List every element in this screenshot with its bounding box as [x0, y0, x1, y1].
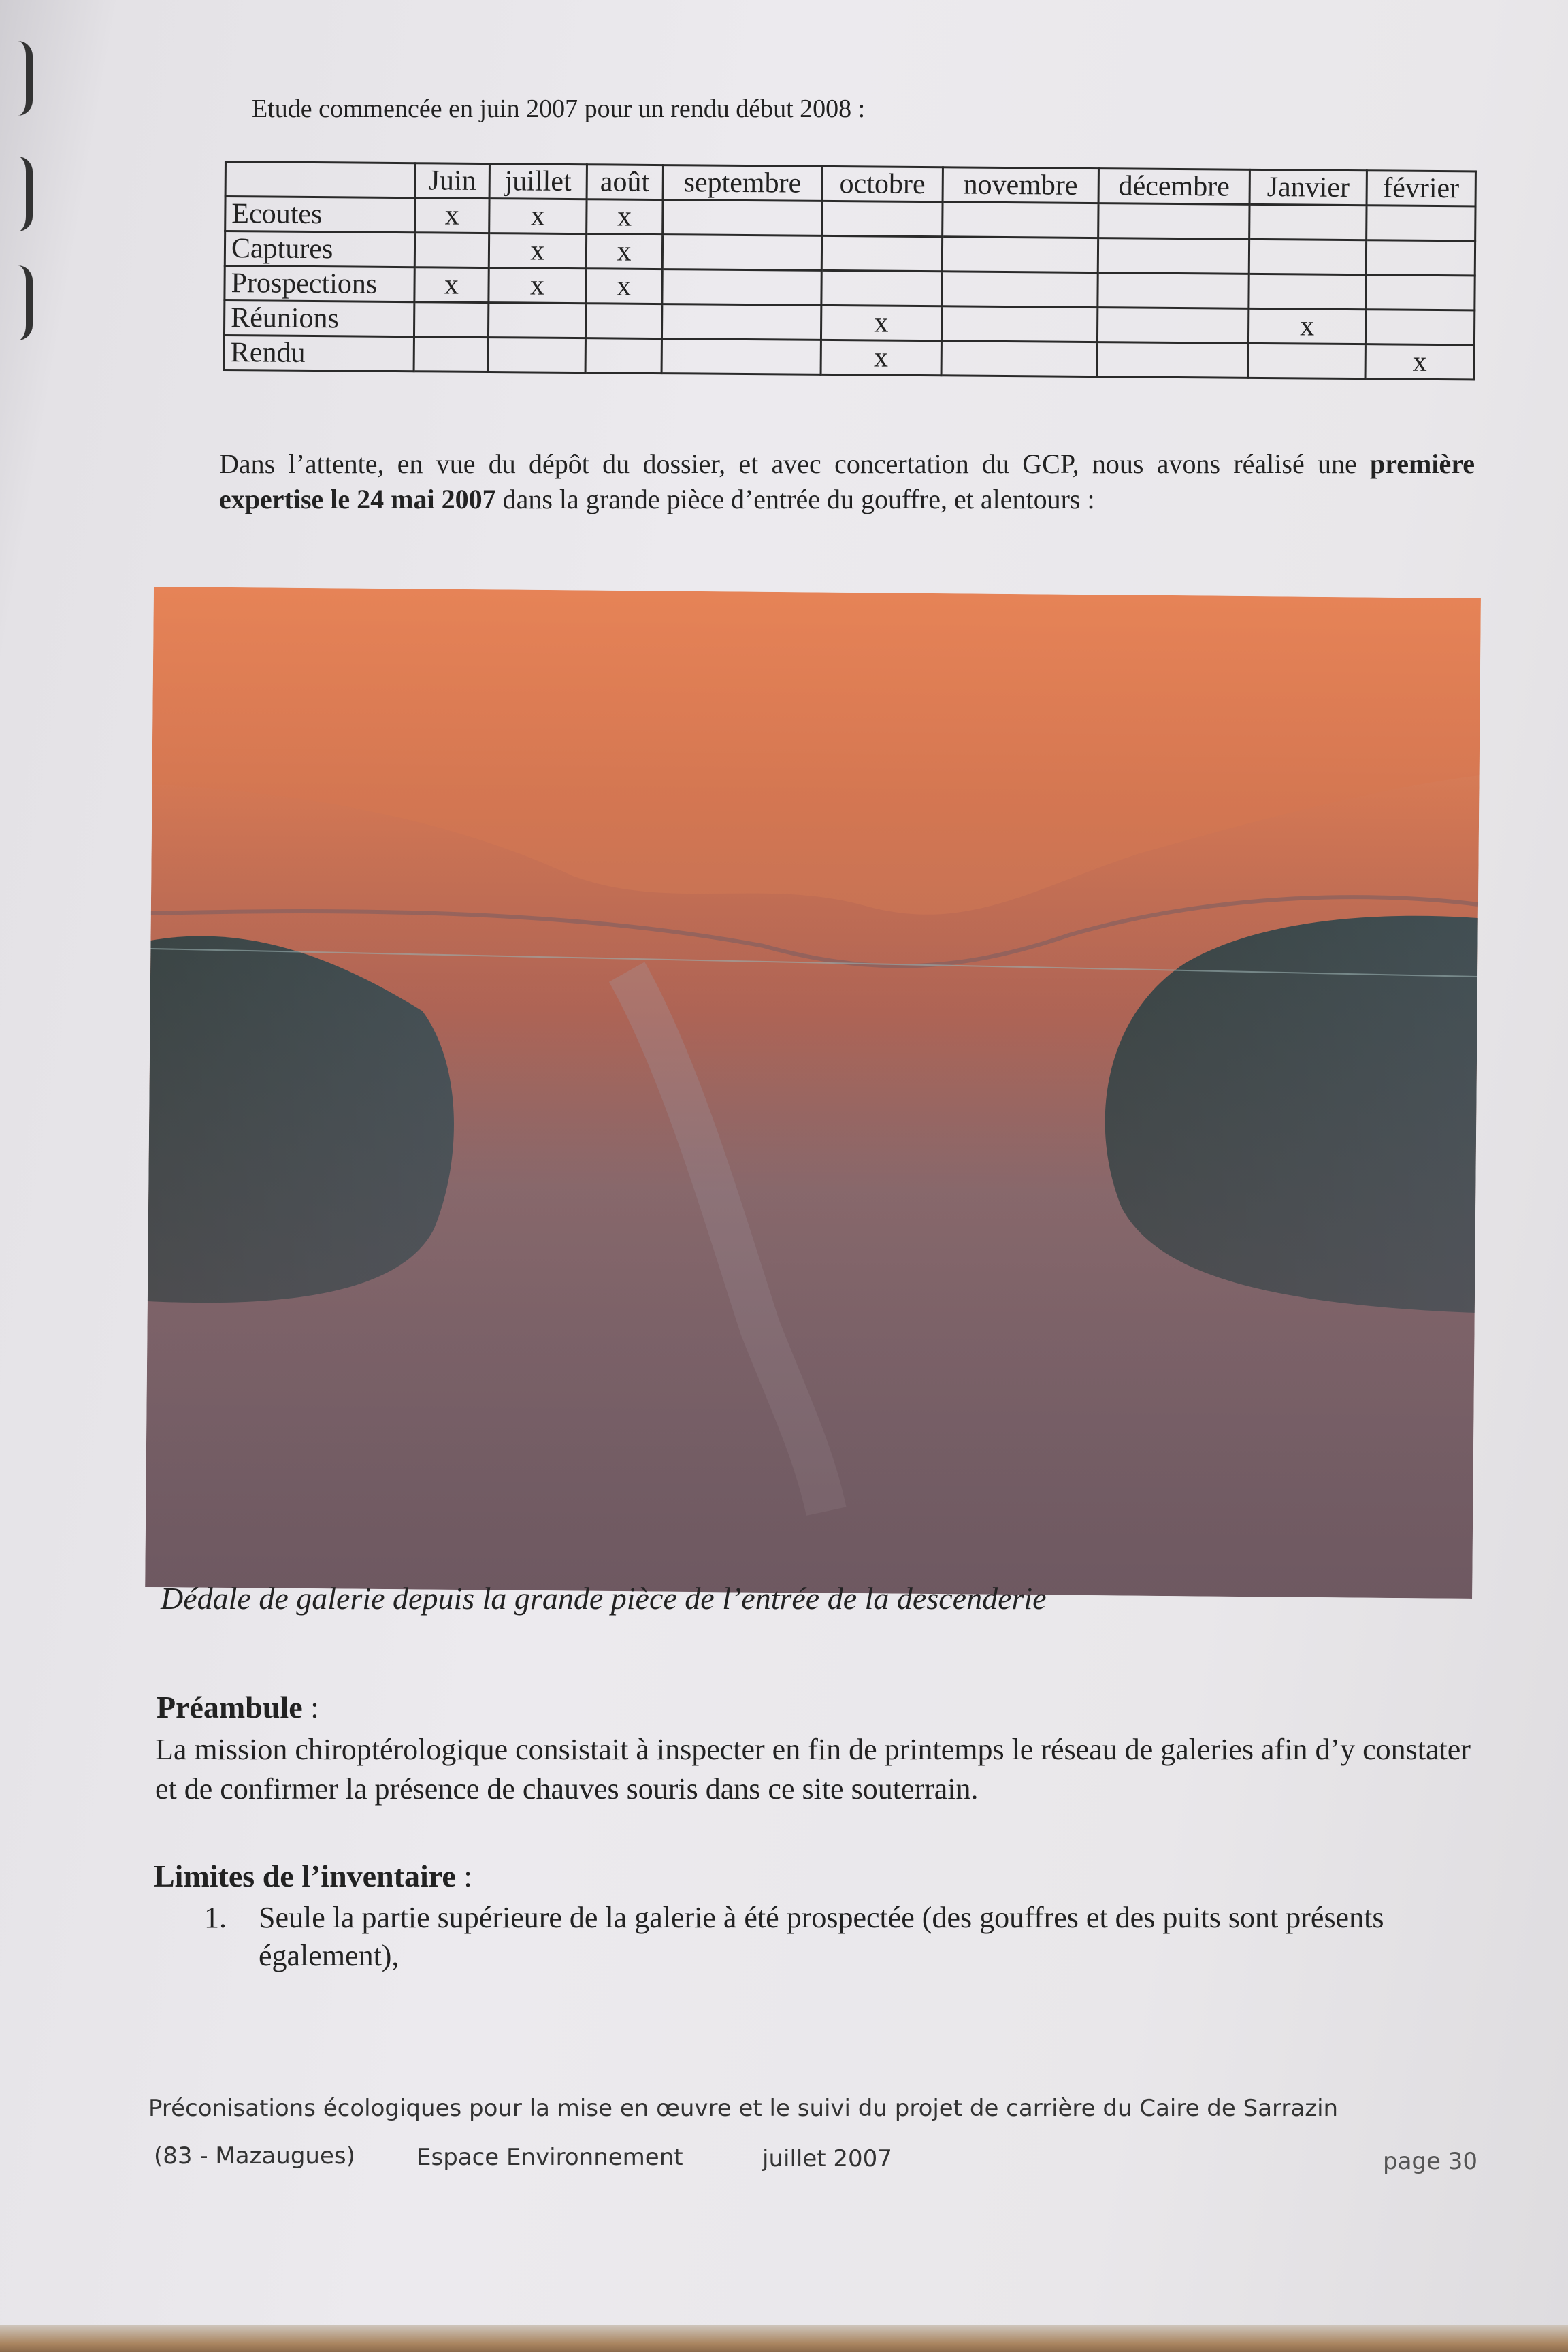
- table-cell: [585, 338, 662, 374]
- column-header: février: [1367, 171, 1476, 206]
- table-cell: x: [414, 267, 489, 303]
- table-cell: [1097, 273, 1249, 309]
- table-cell: [1098, 203, 1250, 240]
- list-item-number: 1.: [204, 1901, 227, 1934]
- column-header: novembre: [943, 167, 1098, 203]
- table-cell: [414, 337, 488, 372]
- table-cell: x: [821, 340, 942, 375]
- binding-ring: [5, 41, 33, 116]
- table-cell: [943, 202, 1098, 238]
- table-cell: [662, 270, 821, 306]
- paragraph-text: Dans l’attente, en vue du dépôt du dossier, et avec concertation du GCP, nous avons réalisé une: [219, 448, 1370, 479]
- column-header: septembre: [663, 165, 823, 201]
- table-cell: [414, 302, 488, 338]
- schedule-intro: Etude commencée en juin 2007 pour un rendu début 2008 :: [252, 95, 866, 123]
- table-cell: x: [1365, 344, 1475, 380]
- preambule-text: La mission chiroptérologique consistait à inspecter en fin de printemps le réseau de galeries afin d’y constater et de confirmer la présence de chauves souris dans ce site souterrain.: [155, 1733, 1471, 1806]
- column-header: Janvier: [1250, 169, 1367, 205]
- table-cell: [1248, 343, 1365, 378]
- column-header: août: [587, 165, 663, 200]
- table-surface: [0, 2325, 1568, 2352]
- footer-date: juillet 2007: [762, 2145, 892, 2172]
- limites-title: Limites de l’inventaire: [154, 1859, 456, 1893]
- heading-colon: :: [302, 1690, 319, 1725]
- table-cell: [821, 235, 943, 271]
- preambule-heading: [157, 1689, 319, 1725]
- table-cell: [1366, 275, 1475, 310]
- table-cell: [1097, 342, 1249, 378]
- row-label: Rendu: [224, 336, 414, 372]
- preambule-title: Préambule: [157, 1690, 303, 1725]
- table-cell: [1097, 308, 1249, 344]
- photo-caption: Dédale de galerie depuis la grande pièce de l’entrée de la descenderie: [161, 1581, 1047, 1616]
- limites-heading: [154, 1858, 472, 1894]
- row-label: Prospections: [225, 266, 414, 302]
- table-cell: [1365, 310, 1475, 345]
- row-label: Réunions: [224, 301, 414, 337]
- heading-colon: :: [455, 1859, 473, 1893]
- table-cell: [488, 338, 585, 373]
- footer-title: Préconisations écologiques pour la mise en œuvre et le suivi du projet de carrière du Caire de Sarrazin: [148, 2095, 1339, 2122]
- table-cell: x: [1249, 308, 1366, 344]
- table-cell: [662, 200, 822, 236]
- column-header: décembre: [1098, 169, 1250, 205]
- table-cell: [662, 304, 821, 340]
- list-item: [204, 1899, 1490, 1975]
- table-cell: [941, 306, 1097, 342]
- row-label: Captures: [225, 231, 414, 267]
- cave-gallery-photo: [145, 587, 1481, 1599]
- table-cell: [942, 272, 1098, 308]
- table-corner-cell: [225, 162, 415, 198]
- binding-ring: [5, 265, 33, 340]
- table-cell: x: [489, 268, 586, 304]
- table-cell: [1367, 206, 1476, 241]
- table-cell: x: [587, 199, 663, 235]
- table-cell: x: [415, 198, 489, 233]
- footer-location: (83 - Mazaugues): [154, 2142, 355, 2170]
- table-cell: [821, 201, 943, 236]
- table-cell: [662, 235, 822, 271]
- table-cell: [942, 237, 1098, 273]
- table-cell: [821, 270, 943, 306]
- table-cell: x: [821, 305, 942, 340]
- table-cell: [941, 341, 1097, 377]
- spiral-binding: [0, 0, 48, 476]
- table-cell: [662, 339, 821, 375]
- row-label: Ecoutes: [225, 197, 415, 233]
- expertise-paragraph: [219, 446, 1475, 517]
- schedule-table: [223, 161, 1477, 380]
- list-item-text: Seule la partie supérieure de la galerie à été prospectée (des gouffres et des puits sont présents également),: [259, 1901, 1384, 1972]
- table-cell: x: [586, 234, 662, 270]
- table-cell: [414, 233, 489, 268]
- table-cell: x: [489, 233, 586, 269]
- column-header: octobre: [822, 166, 943, 201]
- binding-ring: [5, 157, 33, 231]
- table-cell: x: [586, 269, 662, 304]
- table-cell: [1366, 240, 1475, 276]
- table-cell: [1098, 238, 1250, 274]
- table-cell: [488, 303, 585, 338]
- table-cell: [1250, 239, 1367, 274]
- column-header: Juin: [415, 163, 489, 199]
- table-cell: [585, 304, 662, 339]
- footer-organization: Espace Environnement: [416, 2144, 683, 2171]
- table-cell: [1249, 274, 1366, 309]
- table-cell: [1250, 204, 1367, 240]
- paragraph-text: dans la grande pièce d’entrée du gouffre, et alentours :: [495, 484, 1095, 514]
- table-cell: x: [489, 199, 587, 234]
- expertise-date-bold: première expertise le 24 mai 2007: [219, 448, 1475, 514]
- page-number: page 30: [1383, 2148, 1477, 2175]
- column-header: juillet: [489, 164, 587, 199]
